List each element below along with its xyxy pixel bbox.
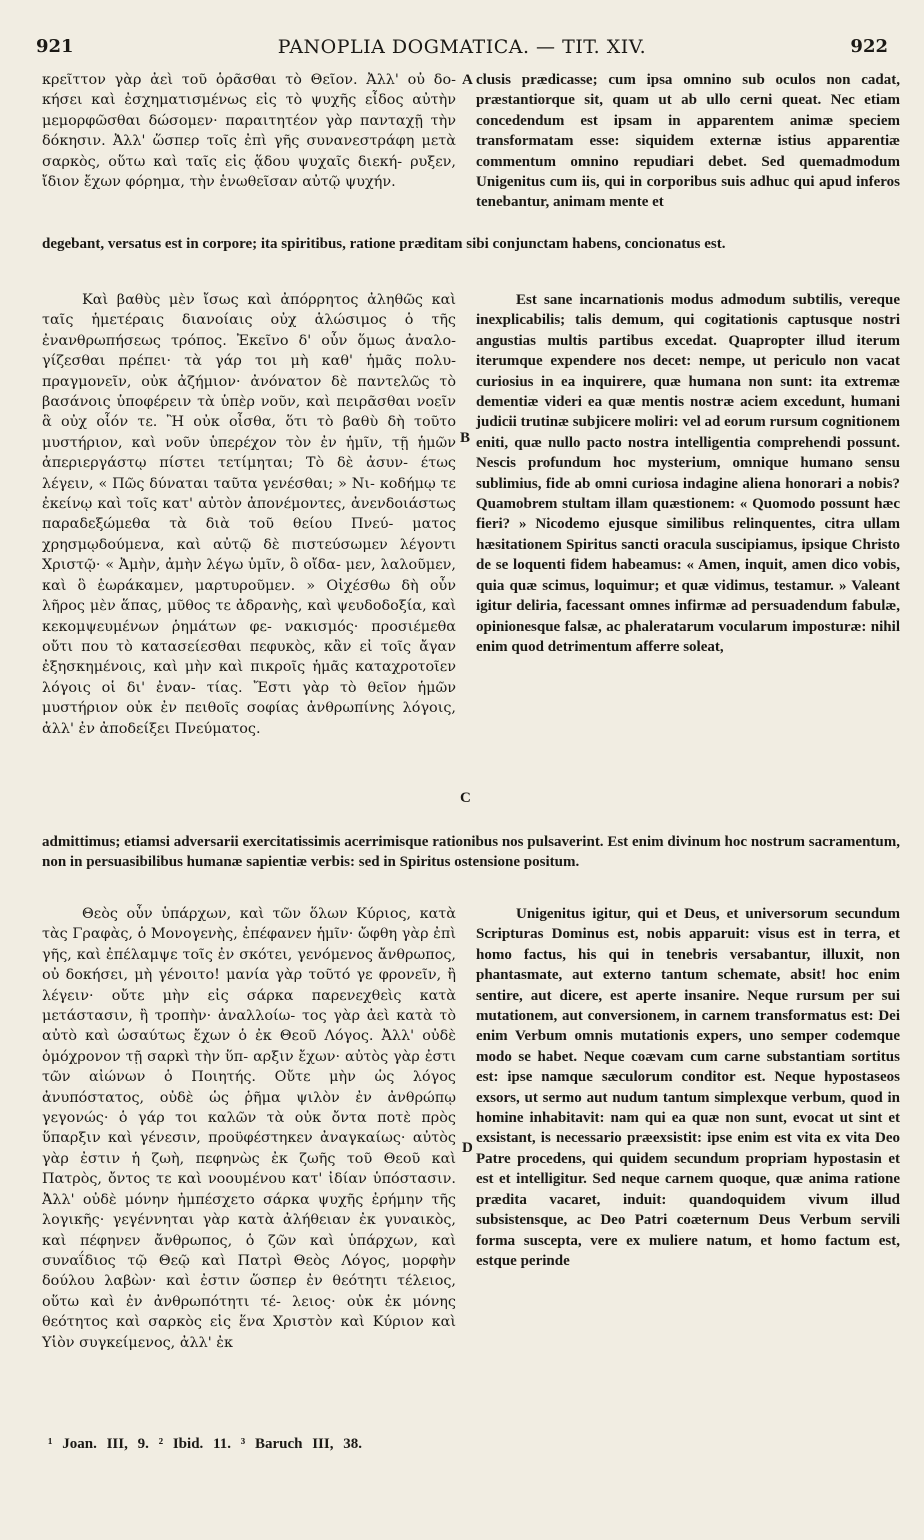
margin-marker-a: A xyxy=(462,72,473,88)
latin-column-section-1 xyxy=(476,70,900,213)
latin-paragraph: clusis prædicasse; cum ipsa omnino sub oculos non cadat, præstantiorque sit, quam ut ab ullo cerni queat. Nec etiam concedendum est ipsam in apparentem animæ speciem transformatam esse: siquidem externæ istius apparentiæ commentum omnino repudiari debet. Sed quemadmodum Unigenitus cum iis, qui in corporibus suis adhuc qui apud inferos tenebantur, animam mente et xyxy=(476,72,900,211)
running-title: PANOPLIA DOGMATICA. — TIT. XIV. xyxy=(277,36,647,58)
full-width-latin-2: admittimus; etiamsi adversarii exercitatissimis acerrimisque rationibus nos pulsaverint. Est enim divinum hoc nostrum sacramentum, non in persuasibilibus humanæ sapientiæ verbis: sed in Spiritus ostensione positum. xyxy=(42,834,900,871)
margin-marker-b: B xyxy=(460,430,471,446)
margin-marker-d: D xyxy=(462,1140,473,1156)
latin-column-section-3 xyxy=(476,904,900,1271)
latin-paragraph: Est sane incarnationis modus admodum subtilis, vereque inexplicabilis; talis demum, qui cogitationis captusque nostri angustias multis partibus excedat. Quapropter illud iterum iterumque expendere nos decet: nempe, ut periculo non vacat curiosius in ea inquirere, quæ humana non sunt: ita extremæ dementiæ videri ea quæ mentis nostræ aciem excedunt, humani judicii trutinæ subjicere moliri: vel ad eorum rursum cognitionem eniti, quæ nullo pacto nostra intelligentia comprehendi possunt. Nescis profundum hoc mysterium, omnique humano sensu sublimius, fide ab omni curiosa indagine aliena honorari a nobis? Quamobrem stultam illam quæstionem: « Quomodo possunt hæc fieri? » Nicodemo ejusque similibus relinquentes, citra ullam hæsitationem Spiritus sancti oracula suscipiamus, ipsique Christo de se loquenti fidem habeamus: « Amen, inquit, amen dico vobis, quia quæ scimus, loquimur; et quæ vidimus, testamur. » Valeant igitur deliria, facessant omnes infirmæ ad persuadendum fabulæ, opinionesque falsæ, ac phaleratarum vocularum imposturæ: nihil enim quod detrimentum afferre soleat, xyxy=(476,292,900,655)
margin-marker-c: C xyxy=(460,790,471,806)
greek-column-section-3 xyxy=(42,904,456,1353)
footnotes: ¹ Joan. III, 9. ² Ibid. 11. ³ Baruch III, 38. xyxy=(48,1436,362,1452)
full-width-latin-1: degebant, versatus est in corpore; ita spiritibus, ratione præditam sibi conjunctam habens, concionatus est. xyxy=(42,236,726,252)
page-number-left: 921 xyxy=(36,36,74,57)
greek-column-section-1 xyxy=(42,70,456,192)
greek-paragraph: Θεὸς οὖν ὑπάρχων, καὶ τῶν ὅλων Κύριος, κατὰ τὰς Γραφὰς, ὁ Μονογενὴς, ἐπέφανεν ἡμῖν· ὤφθη γὰρ ἐπὶ γῆς, καὶ ἐπέλαμψε τοῖς ἐν σκότει, γενόμενος ἄνθρωπος, οὐ δοκήσει, μὴ γένοιτο! μανία γὰρ τοῦτό γε φρονεῖν, ἢ λέγειν· οὔτε μὴν εἰς σάρκα παρενεχθεὶς κατὰ μετάστασιν, ἢ τροπὴν· ἀναλλοίω- τος γὰρ ἀεὶ κατὰ τὸ αὐτὸ καὶ ὡσαύτως ἔχων ὁ ἐκ Θεοῦ Λόγος. Ἀλλ' οὐδὲ ὁμόχρονον τῇ σαρκὶ τὴν ὕπ- αρξιν ἔχων· αὐτὸς γὰρ ἐστι τῶν αἰώνων ὁ Ποιητής. Οὔτε μὴν ὡς λόγος ἀνυπόστατος, οὐδὲ ὡς ῥῆμα ψιλὸν ἐν ἀνθρώπῳ γεγονώς· ὁ γάρ τοι καλῶν τὰ οὐκ ὄντα ποτὲ πρὸς ὕπαρξιν καὶ γένεσιν, προϋφέστηκεν ἀναγκαίως· αὐτὸς γὰρ ἐστιν ἡ ζωὴ, πεφηνὼς ἐκ ζωῆς τοῦ Θεοῦ καὶ Πατρὸς, ὄντος τε καὶ νοουμένου κατ' ἰδίαν ὑπόστασιν. Ἀλλ' οὐδὲ μόνην ἠμπέσχετο σάρκα ψυχῆς ἐρήμην τῆς λογικῆς· γεγέννηται γὰρ κατὰ ἀλήθειαν ἐκ γυναικὸς, καὶ πέφηνεν ἄνθρωπος, ὁ ζῶν καὶ ὑπάρχων, καὶ συναΐδιος τῷ Θεῷ καὶ Πατρὶ Θεὸς Λόγος, μορφὴν δούλου λαβὼν· καὶ ἐστιν ὥσπερ ἐν θεότητι τέλειος, οὕτω καὶ ἐν ἀνθρωπότητι τέ- λειος· οὐκ ἐκ μόνης θεότητος καὶ σαρκὸς εἰς ἕνα Χριστὸν καὶ Κύριον καὶ Υἱὸν συγκείμενος, ἀλλ' ἐκ xyxy=(42,906,456,1351)
greek-column-section-2 xyxy=(42,290,456,739)
page-header xyxy=(36,36,888,64)
latin-paragraph: Unigenitus igitur, qui et Deus, et universorum secundum Scripturas Dominus est, nobis apparuit: visus est in terra, et homo factus, his qui in tenebris versabantur, illuxit, non phantasmate, aut externo tantum schemate, absit! hoc enim sentire, aut dicere, est aperte insanire. Neque rursum per sui mutationem, aut conversionem, in carnem transformatus est: Dei enim Verbum omnis mutationis expers, uno semper codemque modo se habet. Neque coævam cum carne substantiam sortitus est: ipse namque sæculorum conditor est. Neque hypostaseos exsors, ut sermo aut nudum tantum simplexque verbum, quod in homine inhabitavit: nam qui ea quæ non sunt, evocat ut sint et exsistant, is necessario præexsistit: ipse enim est vita ex vita Deo Patre procedens, qui quidem secundum propriam hypostasin et est et intelligitur. Sed neque carnem quoque, quæ anima ratione prædita vacaret, induit: quandoquidem vivum illud subsistensque, ac Deo Patri coæternum Deus Verbum servili forma suscepta, vere ex muliere natum, et homo factum est, estque perinde xyxy=(476,906,900,1269)
greek-paragraph: Καὶ βαθὺς μὲν ἴσως καὶ ἀπόρρητος ἀληθῶς καὶ ταῖς ἡμετέραις διανοίαις οὐχ ἁλώσιμος ὁ τῆς ἐνανθρωπήσεως τρόπος. Ἐκεῖνο δ' οὖν ὅμως ἀναλο- γίζεσθαι πρέπει· τὰ γάρ τοι μὴ καθ' ἡμᾶς πολυ- πραγμονεῖν, οὐκ ἀζήμιον· ἀνόνατον δὲ παντελῶς τὸ βασάνοις ὑποφέρειν τὰ ὑπὲρ νοῦν, καὶ πειρᾶσθαι νοεῖν ἃ οὐχ οἷόν τε. Ἢ οὐκ οἶσθα, ὅτι τὸ βαθὺ δὴ τοῦτο μυστήριον, καὶ νοῦν ὑπερέχον τὸν ἐν ἡμῖν, τῇ ἡμῶν ἀπεριεργάστῳ πίστει τετίμηται; Τὸ δὲ ἀσυν- έτως λέγειν, « Πῶς δύναται ταῦτα γενέσθαι; » Νι- κοδήμῳ τε ἐκείνῳ καὶ τοῖς κατ' αὐτὸν ἀπονέμοντες, ἀνενδοιάστως παραδεξώμεθα τὰ διὰ τοῦ θείου Πνεύ- ματος χρησμῳδούμενα, καὶ αὐτῷ δὲ πιστεύσωμεν λέγοντι Χριστῷ· « Ἀμὴν, ἀμὴν λέγω ὑμῖν, ὃ οἴδα- μεν, λαλοῦμεν, καὶ ὃ ἑωράκαμεν, μαρτυροῦμεν. » Οἰχέσθω δὴ οὖν λῆρος μὲν ἅπας, μῦθος τε ἀδρανὴς, καὶ ψευδοδοξία, καὶ κεκομψευμένων ῥημάτων φε- νακισμός· προσιέμεθα οὔτι που τὸ κατασείεσθαι πεφυκὸς, κἂν εἰ τοῖς ἄγαν ἐξησκημένοις, καὶ μὴν καὶ πικροῖς ἡμᾶς καταχροτοῖεν λόγοις οἱ δι' ἐναν- τίας. Ἔστι γὰρ τὸ θεῖον ἡμῶν μυστήριον οὐκ ἐν πειθοῖς σοφίας ἀνθρωπίνης λόγοις, ἀλλ' ἐν ἀποδείξει Πνεύματος. xyxy=(42,292,456,737)
latin-column-section-2 xyxy=(476,290,900,657)
page-number-right: 922 xyxy=(850,36,888,57)
greek-paragraph: κρεῖττον γὰρ ἀεὶ τοῦ ὁρᾶσθαι τὸ Θεῖον. Ἀλλ' οὐ δο- κήσει καὶ ἐσχηματισμένως εἰς τὸ ψυχῆς εἶδος αὐτὴν μεμορφῶσθαι δώσομεν· παραιτητέον γὰρ πανταχῇ τὴν δόκησιν. Ἀλλ' ὥσπερ τοῖς ἐπὶ γῆς συνανεστράφη μετὰ σαρκὸς, οὕτω καὶ ταῖς εἰς ᾅδου ψυχαῖς διεκή- ρυξεν, ἴδιον ἔχων φόρημα, τὴν ἑνωθεῖσαν αὐτῷ ψυχήν. xyxy=(42,72,456,191)
